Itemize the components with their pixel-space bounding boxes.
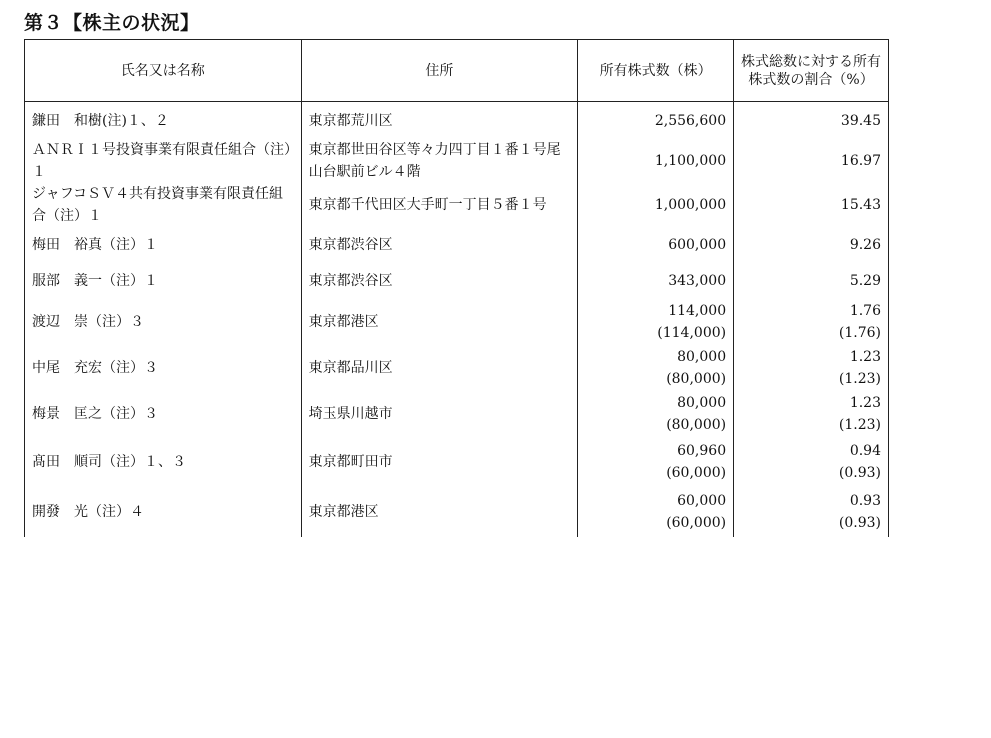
shareholder-name: 髙田 順司（注）１、３ bbox=[25, 437, 302, 487]
shares-cell bbox=[578, 345, 734, 391]
ratio-cell bbox=[734, 227, 889, 263]
shares-cell bbox=[578, 102, 734, 140]
shares-value: 1,000,000 bbox=[654, 197, 727, 213]
table-row bbox=[25, 183, 889, 227]
column-header-name: 氏名又は名称 bbox=[25, 40, 302, 102]
ratio-value: 5.29 bbox=[849, 273, 881, 289]
shareholder-address: 東京都港区 bbox=[301, 299, 578, 345]
ratio-value: 0.94 bbox=[849, 443, 881, 459]
shares-value: 60,960 bbox=[677, 443, 727, 459]
ratio-subvalue: (1.76) bbox=[838, 325, 881, 341]
table-row bbox=[25, 139, 889, 183]
shareholder-name: 渡辺 崇（注）３ bbox=[25, 299, 302, 345]
ratio-value: 16.97 bbox=[840, 153, 881, 169]
ratio-cell bbox=[734, 263, 889, 299]
ratio-value: 9.26 bbox=[849, 237, 881, 253]
shareholder-name: 開發 光（注）４ bbox=[25, 487, 302, 537]
shares-value: 343,000 bbox=[668, 273, 727, 289]
shares-subvalue: (80,000) bbox=[666, 417, 727, 433]
shares-subvalue: (80,000) bbox=[666, 371, 727, 387]
shareholder-address: 東京都荒川区 bbox=[301, 102, 578, 140]
ratio-cell bbox=[734, 183, 889, 227]
table-row bbox=[25, 345, 889, 391]
table-row bbox=[25, 487, 889, 537]
ratio-cell bbox=[734, 299, 889, 345]
ratio-subvalue: (1.23) bbox=[838, 417, 881, 433]
ratio-cell bbox=[734, 487, 889, 537]
ratio-cell bbox=[734, 437, 889, 487]
ratio-value: 15.43 bbox=[840, 197, 881, 213]
ratio-value: 1.23 bbox=[849, 349, 881, 365]
table-row bbox=[25, 227, 889, 263]
shareholder-name: ＡＮＲＩ１号投資事業有限責任組合（注）１ bbox=[25, 139, 302, 183]
shares-subvalue: (60,000) bbox=[666, 515, 727, 531]
shareholder-address: 東京都町田市 bbox=[301, 437, 578, 487]
table-row bbox=[25, 102, 889, 140]
ratio-cell bbox=[734, 391, 889, 437]
shares-cell bbox=[578, 299, 734, 345]
shares-cell bbox=[578, 139, 734, 183]
shareholder-address: 東京都渋谷区 bbox=[301, 263, 578, 299]
ratio-cell bbox=[734, 102, 889, 140]
table-row bbox=[25, 263, 889, 299]
shares-cell bbox=[578, 487, 734, 537]
shareholder-address: 東京都品川区 bbox=[301, 345, 578, 391]
shares-cell bbox=[578, 437, 734, 487]
shareholder-name: 服部 義一（注）１ bbox=[25, 263, 302, 299]
shareholder-address: 東京都港区 bbox=[301, 487, 578, 537]
shares-value: 80,000 bbox=[677, 395, 727, 411]
shareholder-name: 梅景 匡之（注）３ bbox=[25, 391, 302, 437]
shareholder-address: 埼玉県川越市 bbox=[301, 391, 578, 437]
ratio-value: 1.76 bbox=[849, 303, 881, 319]
shares-value: 114,000 bbox=[668, 303, 727, 319]
ratio-value: 0.93 bbox=[849, 493, 881, 509]
shareholders-table bbox=[24, 39, 889, 537]
shares-subvalue: (114,000) bbox=[657, 325, 727, 341]
section-heading: 第３【株主の状況】 bbox=[24, 12, 200, 34]
shares-value: 1,100,000 bbox=[654, 153, 727, 169]
shareholder-address: 東京都千代田区大手町一丁目５番１号 bbox=[301, 183, 578, 227]
shareholder-address: 東京都世田谷区等々力四丁目１番１号尾山台駅前ビル４階 bbox=[301, 139, 578, 183]
column-header-address: 住所 bbox=[301, 40, 578, 102]
shares-value: 2,556,600 bbox=[654, 112, 727, 129]
shareholder-name: 中尾 充宏（注）３ bbox=[25, 345, 302, 391]
table-row bbox=[25, 299, 889, 345]
ratio-value: 1.23 bbox=[849, 395, 881, 411]
shares-cell bbox=[578, 263, 734, 299]
ratio-cell bbox=[734, 345, 889, 391]
shares-value: 600,000 bbox=[668, 237, 727, 253]
table-row bbox=[25, 437, 889, 487]
table-header-row bbox=[25, 40, 889, 102]
shareholder-name: ジャフコＳＶ４共有投資事業有限責任組合（注）１ bbox=[25, 183, 302, 227]
shares-cell bbox=[578, 183, 734, 227]
table-row bbox=[25, 391, 889, 437]
shares-subvalue: (60,000) bbox=[666, 465, 727, 481]
ratio-cell bbox=[734, 139, 889, 183]
shares-value: 80,000 bbox=[677, 349, 727, 365]
shares-cell bbox=[578, 227, 734, 263]
shareholder-name: 梅田 裕真（注）１ bbox=[25, 227, 302, 263]
column-header-shares: 所有株式数（株） bbox=[578, 40, 734, 102]
shares-value: 60,000 bbox=[677, 493, 727, 509]
ratio-subvalue: (0.93) bbox=[838, 515, 881, 531]
ratio-value: 39.45 bbox=[840, 112, 881, 129]
shares-cell bbox=[578, 391, 734, 437]
shareholder-address: 東京都渋谷区 bbox=[301, 227, 578, 263]
ratio-subvalue: (0.93) bbox=[838, 465, 881, 481]
ratio-subvalue: (1.23) bbox=[838, 371, 881, 387]
column-header-ratio: 株式総数に対する所有株式数の割合（%） bbox=[734, 40, 889, 102]
shareholder-name: 鎌田 和樹(注)１、２ bbox=[25, 102, 302, 140]
